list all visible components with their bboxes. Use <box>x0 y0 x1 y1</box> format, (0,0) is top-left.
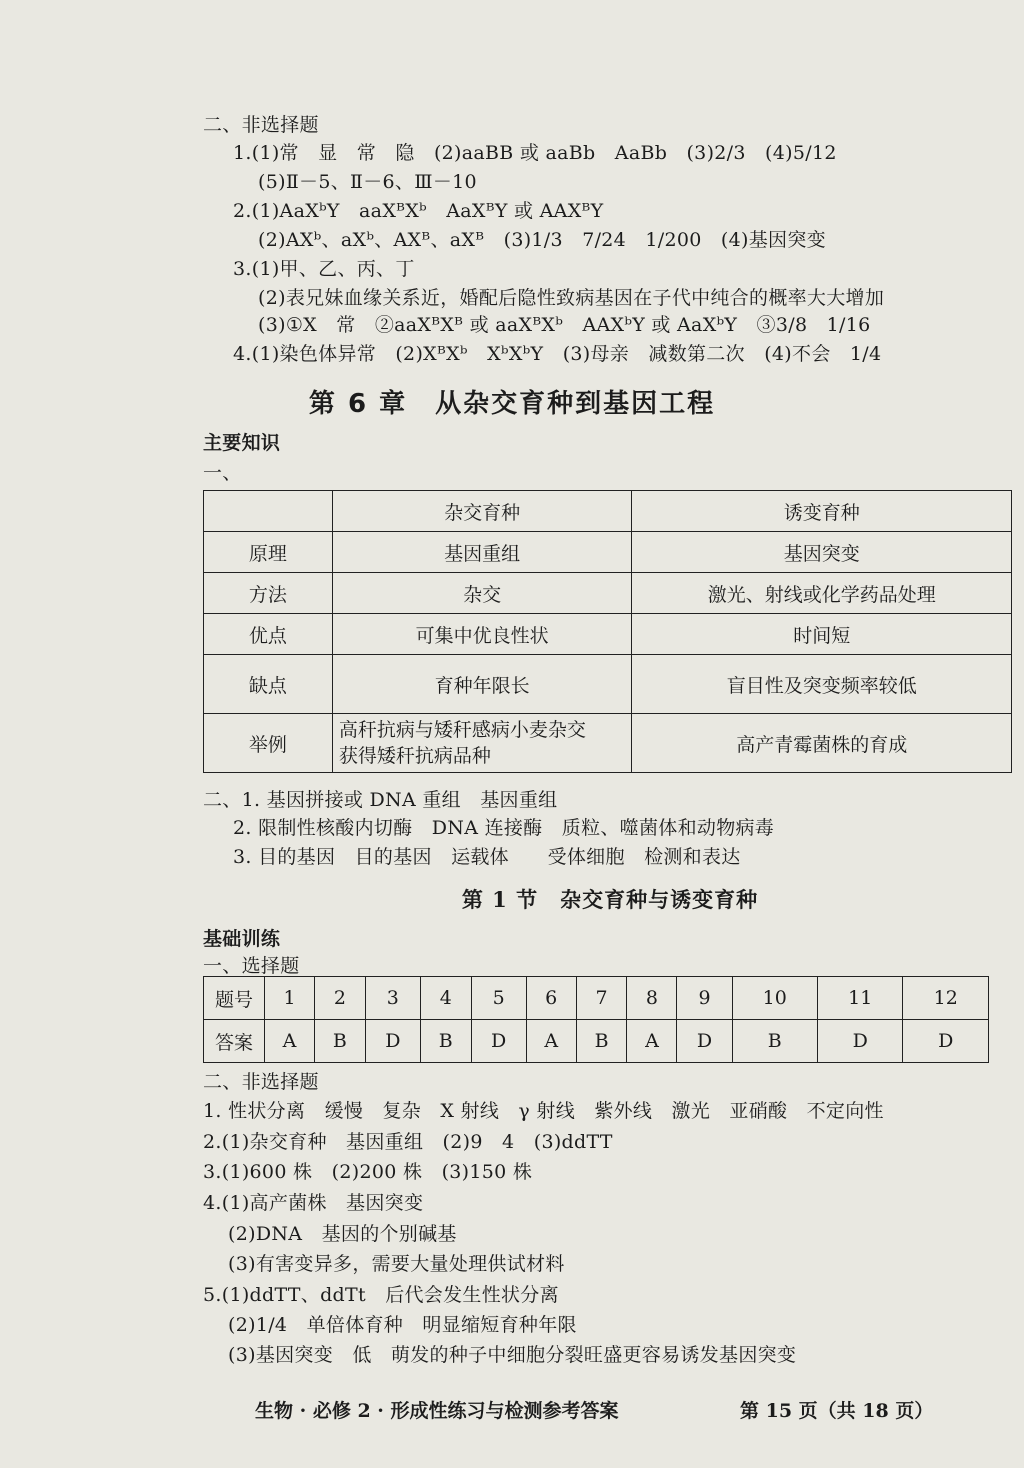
section-title: 第 1 节 杂交育种与诱变育种 <box>461 887 759 912</box>
choice-answer-table <box>203 976 989 1063</box>
answer-cell: A <box>265 1020 315 1063</box>
part2-line-2: 2. 限制性核酸内切酶 DNA 连接酶 质粒、噬菌体和动物病毒 <box>233 817 775 839</box>
example-hybrid-line-2: 获得矮秆抗病品种 <box>338 745 491 767</box>
question-number: 5 <box>471 977 526 1020</box>
footer-book-title: 生物 · 必修 2 · 形成性练习与检测参考答案 <box>255 1400 619 1422</box>
answer-cell: D <box>903 1020 989 1063</box>
row-label: 优点 <box>204 614 333 655</box>
row-label: 原理 <box>204 532 333 573</box>
table-cell: 激光、射线或化学药品处理 <box>632 573 1012 614</box>
part2-line-3: 3. 目的基因 目的基因 运载体 受体细胞 检测和表达 <box>233 846 741 868</box>
top-heading: 二、非选择题 <box>203 114 319 136</box>
row-label: 缺点 <box>204 655 333 714</box>
question-number: 3 <box>365 977 420 1020</box>
example-mutation-cell: 高产青霉菌株的育成 <box>632 714 1012 773</box>
table-row-example <box>204 714 1012 773</box>
question-number: 9 <box>677 977 732 1020</box>
top-line-7: (3)①X 常 ②aaXᴮXᴮ 或 aaXᴮXᵇ AAXᵇY 或 AaXᵇY ③3/8 1/16 <box>258 314 871 336</box>
top-line-6: (2)表兄妹血缘关系近，婚配后隐性致病基因在子代中纯合的概率大大增加 <box>258 287 885 309</box>
table-row <box>204 532 1012 573</box>
answer-row <box>204 1020 989 1063</box>
answer-cell: B <box>576 1020 627 1063</box>
main-knowledge-heading: 主要知识 <box>203 432 281 454</box>
table-row <box>204 655 1012 714</box>
table-corner-cell <box>204 491 333 532</box>
footer-page-number: 第 15 页（共 18 页） <box>740 1400 934 1422</box>
top-line-1: 1.(1)常 显 常 隐 (2)aaBB 或 aaBb AaBb (3)2/3 (4)5/12 <box>233 142 837 164</box>
question-number-row <box>204 977 989 1020</box>
answer-cell: A <box>526 1020 576 1063</box>
top-line-2: (5)Ⅱ－5、Ⅱ－6、Ⅲ－10 <box>258 171 477 193</box>
top-line-3: 2.(1)AaXᵇY aaXᴮXᵇ AaXᴮY 或 AAXᴮY <box>233 200 604 222</box>
question-number: 10 <box>732 977 817 1020</box>
training-line-1: 1. 性状分离 缓慢 复杂 X 射线 γ 射线 紫外线 激光 亚硝酸 不定向性 <box>203 1100 884 1122</box>
question-number: 4 <box>420 977 471 1020</box>
table-cell: 育种年限长 <box>332 655 632 714</box>
table-cell: 杂交 <box>332 573 632 614</box>
table-cell: 盲目性及突变频率较低 <box>632 655 1012 714</box>
top-line-4: (2)AXᵇ、aXᵇ、AXᴮ、aXᴮ (3)1/3 7/24 1/200 (4)基因突变 <box>258 229 826 251</box>
question-number: 6 <box>526 977 576 1020</box>
basic-training-heading: 基础训练 <box>203 928 281 950</box>
training-line-6: (3)有害变异多，需要大量处理供试材料 <box>228 1253 565 1275</box>
question-number: 12 <box>903 977 989 1020</box>
breeding-comparison-table <box>203 490 1012 773</box>
training-line-2: 2.(1)杂交育种 基因重组 (2)9 4 (3)ddTT <box>203 1131 613 1153</box>
answer-cell: B <box>732 1020 817 1063</box>
choice-heading: 一、选择题 <box>203 955 300 977</box>
row-label: 题号 <box>204 977 265 1020</box>
example-hybrid-cell <box>332 714 632 773</box>
question-number: 1 <box>265 977 315 1020</box>
top-line-5: 3.(1)甲、乙、丙、丁 <box>233 258 415 280</box>
table-cell: 基因重组 <box>332 532 632 573</box>
training-line-3: 3.(1)600 株 (2)200 株 (3)150 株 <box>203 1161 533 1183</box>
training-line-5: (2)DNA 基因的个别碱基 <box>228 1223 457 1245</box>
row-label: 方法 <box>204 573 333 614</box>
row-label: 举例 <box>204 714 333 773</box>
answer-cell: B <box>314 1020 365 1063</box>
answer-cell: D <box>677 1020 732 1063</box>
training-line-8: (2)1/4 单倍体育种 明显缩短育种年限 <box>228 1314 577 1336</box>
header-mutation-breeding: 诱变育种 <box>632 491 1012 532</box>
table-cell: 基因突变 <box>632 532 1012 573</box>
table-cell: 可集中优良性状 <box>332 614 632 655</box>
training-line-7: 5.(1)ddTT、ddTt 后代会发生性状分离 <box>203 1284 559 1306</box>
answer-cell: D <box>365 1020 420 1063</box>
main-knowledge-subheading: 一、 <box>203 462 242 484</box>
chapter-title: 第 6 章 从杂交育种到基因工程 <box>308 389 716 419</box>
top-line-8: 4.(1)染色体异常 (2)XᴮXᵇ XᵇXᵇY (3)母亲 减数第二次 (4)不会 1/4 <box>233 343 882 365</box>
table-row <box>204 614 1012 655</box>
answer-cell: A <box>627 1020 677 1063</box>
answer-cell: B <box>420 1020 471 1063</box>
row-label: 答案 <box>204 1020 265 1063</box>
example-hybrid-line-1: 高秆抗病与矮秆感病小麦杂交 <box>338 719 586 741</box>
question-number: 8 <box>627 977 677 1020</box>
table-header-row <box>204 491 1012 532</box>
question-number: 11 <box>817 977 902 1020</box>
table-cell: 时间短 <box>632 614 1012 655</box>
nonchoice-heading: 二、非选择题 <box>203 1071 319 1093</box>
table-row <box>204 573 1012 614</box>
part2-line-1: 二、1. 基因拼接或 DNA 重组 基因重组 <box>203 789 558 811</box>
question-number: 2 <box>314 977 365 1020</box>
question-number: 7 <box>576 977 627 1020</box>
answer-cell: D <box>471 1020 526 1063</box>
header-hybrid-breeding: 杂交育种 <box>332 491 632 532</box>
training-line-9: (3)基因突变 低 萌发的种子中细胞分裂旺盛更容易诱发基因突变 <box>228 1344 797 1366</box>
training-line-4: 4.(1)高产菌株 基因突变 <box>203 1192 424 1214</box>
answer-cell: D <box>817 1020 902 1063</box>
